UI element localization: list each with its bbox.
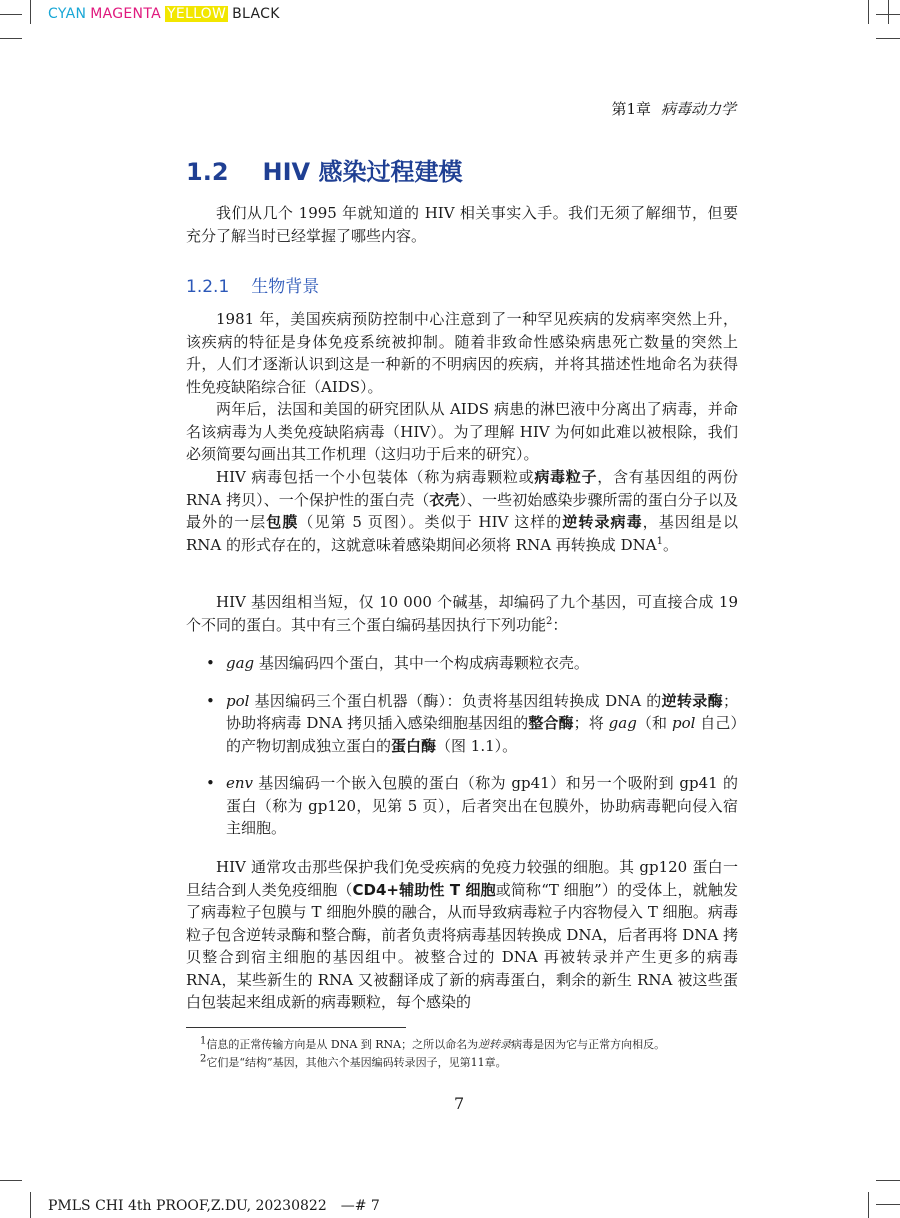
crop-mark-bl-h	[0, 1180, 22, 1181]
term-retrovirus: 逆转录病毒	[562, 513, 643, 531]
paragraph-5	[186, 856, 738, 1014]
pol-text-1: 基因编码三个蛋白机器（酶）：负责将基因组转换成 DNA 的	[249, 691, 662, 710]
intro-paragraph: 我们从几个 1995 年就知道的 HIV 相关事实入手。我们无须了解细节，但要充分了解当时已经掌握了哪些内容。	[186, 204, 738, 245]
p3-text-6: 。	[662, 535, 678, 554]
footnote-1	[200, 1036, 665, 1052]
paragraph-1: 1981 年，美国疾病预防控制中心注意到了一种罕见疾病的发病率突然上升，该疾病的特征是身体免疫系统被抑制。随着非致命性感染病患死亡数量的突然上升，人们才逐渐认识到这是一种新的不明病因的疾病，并将其描述性地命名为获得性免疫缺陷综合征（AIDS）。	[186, 310, 738, 396]
crop-mark-tr-h2	[876, 38, 900, 39]
color-bar-magenta: MAGENTA	[90, 6, 161, 22]
running-head-chapter: 第1章	[611, 100, 651, 118]
env-text: 基因编码一个嵌入包膜的蛋白（称为 gp41）和另一个吸附到 gp41 的蛋白（称为 gp120，见第 5 页），后者突出在包膜外，协助病毒靶向侵入宿主细胞。	[226, 774, 738, 837]
pol-text-6: （图 1.1）。	[436, 736, 518, 755]
p3-text-2: ，含有基因组的两份 RNA 拷贝）、一个保护性的蛋白壳（	[186, 468, 738, 509]
crop-mark-tl-h2	[0, 38, 22, 39]
section-number: 1.2	[186, 158, 229, 186]
gene-gag-ref: gag	[608, 714, 637, 732]
crop-mark-tl-h	[0, 14, 22, 15]
pol-text-3: ；将	[573, 714, 609, 732]
running-head-title: 病毒动力学	[660, 100, 736, 118]
crop-mark-br-v	[868, 1192, 869, 1218]
term-reverse-transcriptase: 逆转录酶	[661, 691, 723, 710]
p3-text-1: HIV 病毒包括一个小包装体（称为病毒颗粒或	[216, 468, 535, 486]
term-integrase: 整合酶	[528, 714, 574, 732]
proof-line: PMLS CHI 4th PROOF,Z.DU, 20230822 —# 7	[48, 1198, 380, 1214]
p3-text-5: ，基因组是以 RNA 的形式存在的，这就意味着感染期间必须将 RNA 再转换成 DNA	[186, 513, 738, 554]
subsection-title-text: 生物背景	[251, 277, 320, 297]
paragraph-2: 两年后，法国和美国的研究团队从 AIDS 病患的淋巴液中分离出了病毒，并命名该病毒为人类免疫缺陷病毒（HIV）。为了理解 HIV 为何如此难以被根除，我们必须简要勾画出其工作机理（这归功于后来的研究）。	[186, 400, 738, 463]
pol-text-5: 自己）的产物切割成独立蛋白的	[226, 714, 738, 755]
term-protease: 蛋白酶	[391, 736, 437, 755]
gene-pol: pol	[226, 691, 250, 710]
crop-mark-tr-v2	[888, 0, 889, 24]
footnote-1-text-2: 病毒是因为它与正常方向相反。	[511, 1038, 666, 1051]
section-title	[186, 152, 462, 187]
term-envelope: 包膜	[266, 513, 299, 531]
subsection-number: 1.2.1	[186, 277, 230, 297]
crop-mark-bl-v	[30, 1192, 31, 1218]
crop-mark-br-h2	[876, 1204, 900, 1205]
color-bar-black: BLACK	[232, 6, 280, 22]
footnote-rule	[186, 1027, 406, 1028]
list-item-env	[206, 772, 738, 840]
footnote-1-italic: 逆转录	[478, 1038, 512, 1051]
gag-text: 基因编码四个蛋白，其中一个构成病毒颗粒衣壳。	[254, 654, 589, 672]
section-title-text: HIV 感染过程建模	[262, 158, 463, 186]
p3-text-3: ）、一些初始感染步骤所需的蛋白分子以及最外的一层	[186, 490, 738, 531]
pol-text-2: ；协助将病毒 DNA 拷贝插入感染细胞基因组的	[226, 691, 738, 732]
p5-text-1: HIV 通常攻击那些保护我们免受疾病的免疫力较强的细胞。其 gp120 蛋白一旦结合到人类免疫细胞（	[186, 858, 738, 899]
list-item-pol	[206, 690, 738, 758]
paragraph-4	[186, 591, 738, 636]
footnote-ref-2[interactable]: 2	[546, 615, 553, 627]
crop-mark-tl-v	[30, 0, 31, 24]
footnote-1-mark: 1	[200, 1035, 207, 1047]
p4-text-1: HIV 基因组相当短，仅 10 000 个碱基，却编码了九个基因，可直接合成 19 个不同的蛋白。其中有三个蛋白编码基因执行下列功能	[186, 593, 738, 634]
gene-pol-ref: pol	[671, 714, 696, 732]
gene-gag: gag	[226, 654, 255, 672]
term-capsid: 衣壳	[429, 490, 460, 509]
footnote-1-text-1: 信息的正常传输方向是从 DNA 到 RNA；之所以命名为	[206, 1038, 479, 1051]
term-cd4-t-cell: CD4+辅助性 T 细胞	[352, 880, 496, 899]
p4-text-2: ：	[552, 615, 568, 634]
p5-text-2: 或简称“T 细胞”）的受体上，就触发了病毒粒子包膜与 T 细胞外膜的融合，从而导致病毒粒子内容物侵入 T 细胞。病毒粒子包含逆转录酶和整合酶，前者负责将病毒基因转换成 DNA，后者再将 DNA 拷贝整合到宿主细胞的基因组中。被整合过的 DNA 再被转录并产生更多的病毒 RNA，某些新生的 RNA 又被翻译成了新的病毒蛋白，剩余的新生 RNA 被这些蛋白包装起来组成新的病毒颗粒，每个感染的	[186, 880, 738, 1011]
list-item-gag	[206, 652, 738, 675]
footnote-2-mark: 2	[200, 1053, 207, 1065]
paragraph-3	[186, 466, 738, 556]
term-virion: 病毒粒子	[534, 468, 598, 486]
color-bar	[48, 6, 284, 22]
gene-function-list	[206, 652, 738, 840]
page-number: 7	[454, 1094, 465, 1113]
gene-env: env	[226, 774, 254, 792]
footnote-2	[200, 1054, 507, 1070]
p3-text-4: （见第 5 页图）。类似于 HIV 这样的	[298, 513, 563, 531]
crop-mark-br-h	[876, 1180, 900, 1181]
crop-mark-tr-v	[868, 0, 869, 24]
pol-text-4: （和	[636, 714, 672, 732]
running-head	[611, 98, 736, 119]
color-bar-cyan: CYAN	[48, 6, 87, 22]
footnote-2-text: 它们是“结构”基因，其他六个基因编码转录因子，见第11章。	[206, 1056, 507, 1069]
subsection-title	[186, 272, 319, 297]
color-bar-yellow: YELLOW	[166, 6, 227, 22]
footnote-ref-1[interactable]: 1	[656, 535, 663, 547]
